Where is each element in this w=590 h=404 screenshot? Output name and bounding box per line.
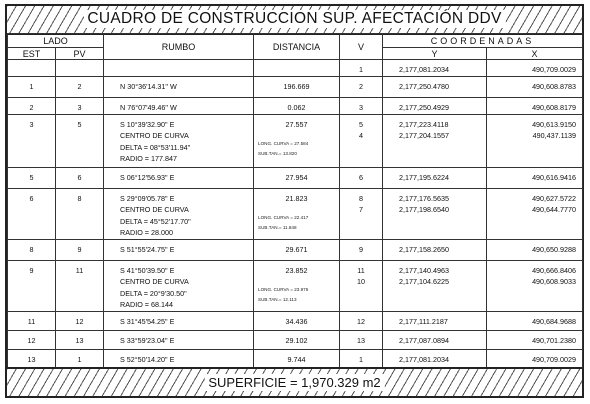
est-cell-value: 6: [29, 193, 34, 203]
pv-cell: [56, 114, 104, 167]
vertex-cell-line: 11: [357, 265, 365, 275]
rumbo-cell-line: DELTA = 08°53'11.94": [120, 142, 191, 152]
distancia-cell: [254, 188, 340, 239]
coord-y-cell-line: 2,177,250.4780: [399, 82, 449, 91]
header-pv: PV: [56, 48, 104, 60]
rumbo-cell: [104, 77, 254, 98]
coord-x-cell-line: 490,666.8406: [532, 265, 577, 275]
pv-cell-value: [56, 64, 103, 76]
distancia-cell: [254, 167, 340, 188]
table-row: [8, 349, 583, 368]
table-row: [8, 98, 583, 115]
rumbo-cell-line: N 76°07'49.46" W: [120, 103, 177, 112]
coord-y-cell-line: 2,177,111.2187: [399, 316, 448, 326]
est-cell-value: 11: [27, 316, 36, 326]
coord-y-cell-line: 2,177,081.2034: [399, 65, 449, 74]
coord-y-cell-line: 2,177,198.6540: [399, 205, 449, 214]
coord-y-cell-line: 2,177,204.1557: [399, 131, 449, 140]
pv-cell: [56, 260, 104, 311]
coord-y-cell-line: 2,177,140.4963: [399, 265, 449, 275]
rumbo-cell-line: N 30°36'14.31" W: [120, 82, 177, 91]
curve-info: [254, 287, 339, 303]
coord-x-cell-line: 490,684.9688: [532, 316, 577, 326]
coord-x-cell-line: 490,608.9033: [532, 277, 577, 286]
pv-cell-value: 9: [77, 244, 82, 254]
coord-x-cell-line: 490,709.0029: [532, 354, 577, 364]
table-title: CUADRO DE CONSTRUCCION SUP. AFECTACIÓN DDV: [83, 10, 505, 28]
distancia-cell-value: 23.852: [285, 265, 308, 275]
est-cell: [8, 188, 56, 239]
pv-cell: [56, 349, 104, 368]
est-cell: [8, 239, 56, 260]
distancia-cell: [254, 77, 340, 98]
vertex-cell: [340, 239, 383, 260]
vertex-cell-line: 4: [359, 131, 364, 140]
coord-y-cell: [383, 188, 487, 239]
curve-info: [254, 141, 339, 157]
est-cell-value: 3: [29, 119, 34, 129]
vertex-cell-line: 9: [359, 244, 364, 254]
rumbo-cell: [104, 98, 254, 115]
coord-x-cell: [487, 330, 583, 349]
rumbo-cell-line: RADIO = 28.000: [120, 228, 173, 237]
coord-x-cell-line: 490,608.8179: [532, 103, 577, 112]
distancia-cell-value: 29.102: [285, 335, 308, 345]
pv-cell-value: 3: [77, 103, 82, 112]
distancia-cell-value: 27.954: [285, 172, 308, 182]
header-v: V: [340, 34, 383, 60]
rumbo-cell-line: S 33°59'23.04" E: [120, 335, 175, 345]
coord-x-cell: [487, 114, 583, 167]
vertex-cell: [340, 311, 383, 330]
coord-x-cell-line: 490,650.9288: [532, 244, 577, 254]
surface-total: SUPERFICIE = 1,970.329 m2: [204, 374, 384, 391]
rumbo-cell-line: CENTRO DE CURVA: [120, 205, 189, 214]
header-rumbo: RUMBO: [104, 34, 254, 60]
distancia-cell: [254, 239, 340, 260]
table-row: [8, 114, 583, 167]
rumbo-cell-line: S 31°45'54.25" E: [120, 316, 175, 326]
distancia-cell-value: 29.671: [285, 244, 308, 254]
pv-cell: [56, 188, 104, 239]
est-cell: [8, 114, 56, 167]
distancia-cell-value: 21.823: [285, 193, 308, 203]
curve-info-line: SUB.TAN.= 12.113: [258, 297, 297, 302]
est-cell: [8, 311, 56, 330]
coord-x-cell-line: 490,616.9416: [532, 172, 577, 182]
coord-y-cell: [383, 239, 487, 260]
est-cell-value: 12: [27, 335, 36, 345]
distancia-cell-value: 34.436: [285, 316, 308, 326]
vertex-cell-line: 1: [359, 65, 364, 74]
curve-info-line: LONG. CURVA = 22.417: [258, 215, 309, 220]
coord-x-cell-line: 490,627.5722: [532, 193, 577, 203]
vertex-cell-line: 8: [359, 193, 364, 203]
rumbo-cell-line: S 41°50'39.50" E: [120, 265, 175, 275]
vertex-cell: [340, 60, 383, 77]
table-row: [8, 311, 583, 330]
curve-info-line: SUB.TAN.= 13.820: [258, 151, 297, 156]
est-cell: [8, 98, 56, 115]
distancia-cell: [254, 349, 340, 368]
coord-y-cell: [383, 77, 487, 98]
rumbo-cell: [104, 311, 254, 330]
coord-y-cell: [383, 114, 487, 167]
rumbo-cell: [104, 349, 254, 368]
vertex-cell-line: 13: [357, 335, 366, 345]
est-cell-value: 8: [29, 244, 34, 254]
pv-cell-value: 13: [75, 335, 84, 345]
vertex-cell: [340, 77, 383, 98]
rumbo-cell: [104, 188, 254, 239]
distancia-cell: [254, 98, 340, 115]
curve-info-line: LONG. CURVA = 27.584: [258, 141, 309, 146]
vertex-cell: [340, 330, 383, 349]
coord-y-cell-line: 2,177,223.4118: [399, 119, 449, 129]
rumbo-cell-line: S 51°55'24.75" E: [120, 244, 175, 254]
pv-cell: [56, 167, 104, 188]
distancia-cell: [254, 114, 340, 167]
est-cell-value: 2: [29, 103, 34, 112]
curve-info-line: LONG. CURVA = 23.975: [258, 287, 309, 292]
est-cell: [8, 60, 56, 77]
est-cell-value: [8, 64, 55, 76]
coord-y-cell: [383, 349, 487, 368]
distancia-cell: [254, 311, 340, 330]
header-lado: LADO: [8, 34, 104, 48]
coord-x-cell: [487, 98, 583, 115]
curve-info-line: SUB.TAN.= 11.848: [258, 225, 297, 230]
table-row: [8, 260, 583, 311]
vertex-cell-line: 12: [357, 316, 366, 326]
pv-cell: [56, 60, 104, 77]
pv-cell: [56, 239, 104, 260]
coord-y-cell: [383, 98, 487, 115]
coord-y-cell-line: 2,177,176.5635: [399, 193, 449, 203]
table-row: [8, 330, 583, 349]
vertex-cell: [340, 114, 383, 167]
coord-x-cell-line: 490,613.9150: [532, 119, 577, 129]
pv-cell: [56, 311, 104, 330]
rumbo-cell-line: CENTRO DE CURVA: [120, 131, 189, 140]
coord-x-cell: [487, 311, 583, 330]
pv-cell: [56, 77, 104, 98]
table-row: [8, 60, 583, 77]
coord-x-cell: [487, 167, 583, 188]
distancia-cell-value: [254, 64, 339, 76]
vertex-cell: [340, 98, 383, 115]
est-cell: [8, 77, 56, 98]
table-row: [8, 188, 583, 239]
coord-x-cell: [487, 188, 583, 239]
pv-cell-value: 2: [77, 82, 82, 91]
pv-cell-value: 11: [75, 265, 84, 275]
header-est: EST: [8, 48, 56, 60]
vertex-cell-line: 5: [359, 119, 364, 129]
vertex-cell-line: 10: [357, 277, 366, 286]
pv-cell: [56, 330, 104, 349]
rumbo-cell: [104, 239, 254, 260]
coord-x-cell: [487, 260, 583, 311]
coord-y-cell: [383, 311, 487, 330]
rumbo-cell-line: CENTRO DE CURVA: [120, 277, 189, 286]
distancia-cell: [254, 60, 340, 77]
coord-y-cell-line: 2,177,104.6225: [399, 277, 449, 286]
coord-y-cell-line: 2,177,250.4929: [399, 103, 449, 112]
coord-x-cell-line: 490,701.2380: [532, 335, 577, 345]
rumbo-cell-line: S 52°50'14.20" E: [120, 354, 175, 364]
coord-y-cell: [383, 60, 487, 77]
coord-x-cell: [487, 77, 583, 98]
vertex-cell-line: 3: [359, 103, 364, 112]
coord-x-cell-line: 490,709.0029: [532, 65, 577, 74]
vertex-cell-line: 6: [359, 172, 364, 182]
table-row: [8, 239, 583, 260]
distancia-cell-value: 9.744: [287, 354, 306, 364]
footer-band: [7, 367, 582, 396]
distancia-cell-value: 196.669: [283, 82, 310, 91]
est-cell-value: 9: [29, 265, 34, 275]
coord-y-cell: [383, 260, 487, 311]
distancia-cell: [254, 330, 340, 349]
pv-cell-value: 8: [77, 193, 82, 203]
vertex-cell-line: 1: [359, 354, 364, 364]
rumbo-cell-line: S 10°39'32.90" E: [120, 119, 175, 129]
est-cell: [8, 167, 56, 188]
coord-y-cell: [383, 330, 487, 349]
vertex-cell: [340, 167, 383, 188]
rumbo-cell-line: RADIO = 177.847: [120, 154, 177, 163]
est-cell-value: 13: [27, 354, 36, 364]
table-body: [8, 60, 583, 369]
construction-table: [7, 33, 583, 369]
table-row: [8, 167, 583, 188]
distancia-cell-value: 0.062: [287, 103, 306, 112]
construction-table-sheet: [5, 4, 584, 398]
pv-cell-value: 5: [77, 119, 82, 129]
pv-cell-value: 12: [75, 316, 84, 326]
coord-x-cell: [487, 349, 583, 368]
vertex-cell: [340, 349, 383, 368]
header-distancia: DISTANCIA: [254, 34, 340, 60]
coord-x-cell-line: 490,437.1139: [532, 131, 577, 140]
title-band: [7, 6, 582, 35]
vertex-cell-line: 7: [359, 205, 364, 214]
coord-y-cell-line: 2,177,195.6224: [399, 172, 449, 182]
coord-x-cell-line: 490,644.7770: [532, 205, 577, 214]
rumbo-cell-line: RADIO = 68.144: [120, 300, 173, 309]
header-x: X: [487, 48, 583, 60]
rumbo-cell-line: DELTA = 20°9'30.50": [120, 288, 187, 298]
coord-x-cell: [487, 239, 583, 260]
est-cell-value: 5: [29, 172, 34, 182]
rumbo-cell: [104, 60, 254, 77]
rumbo-cell: [104, 167, 254, 188]
pv-cell-value: 1: [77, 354, 82, 364]
distancia-cell-value: 27.557: [285, 119, 308, 129]
rumbo-cell: [104, 114, 254, 167]
vertex-cell: [340, 188, 383, 239]
vertex-cell-line: 2: [359, 82, 364, 91]
vertex-cell: [340, 260, 383, 311]
rumbo-cell-line: DELTA = 45°52'17.70": [120, 216, 191, 226]
table-row: [8, 77, 583, 98]
coord-y-cell: [383, 167, 487, 188]
rumbo-cell-line: S 29°09'05.78" E: [120, 193, 175, 203]
header-y: Y: [383, 48, 487, 60]
pv-cell: [56, 98, 104, 115]
header-coordenadas: COORDENADAS: [383, 34, 583, 48]
est-cell: [8, 260, 56, 311]
rumbo-cell: [104, 260, 254, 311]
est-cell: [8, 330, 56, 349]
distancia-cell: [254, 260, 340, 311]
coord-x-cell-line: 490,608.8783: [532, 82, 577, 91]
rumbo-cell: [104, 330, 254, 349]
curve-info: [254, 215, 339, 231]
coord-y-cell-line: 2,177,081.2034: [399, 354, 449, 364]
coord-x-cell: [487, 60, 583, 77]
est-cell: [8, 349, 56, 368]
pv-cell-value: 6: [77, 172, 82, 182]
est-cell-value: 1: [29, 82, 34, 91]
rumbo-cell-line: S 06°12'56.93" E: [120, 172, 175, 182]
coord-y-cell-line: 2,177,087.0894: [399, 335, 449, 345]
coord-y-cell-line: 2,177,158.2650: [399, 244, 449, 254]
